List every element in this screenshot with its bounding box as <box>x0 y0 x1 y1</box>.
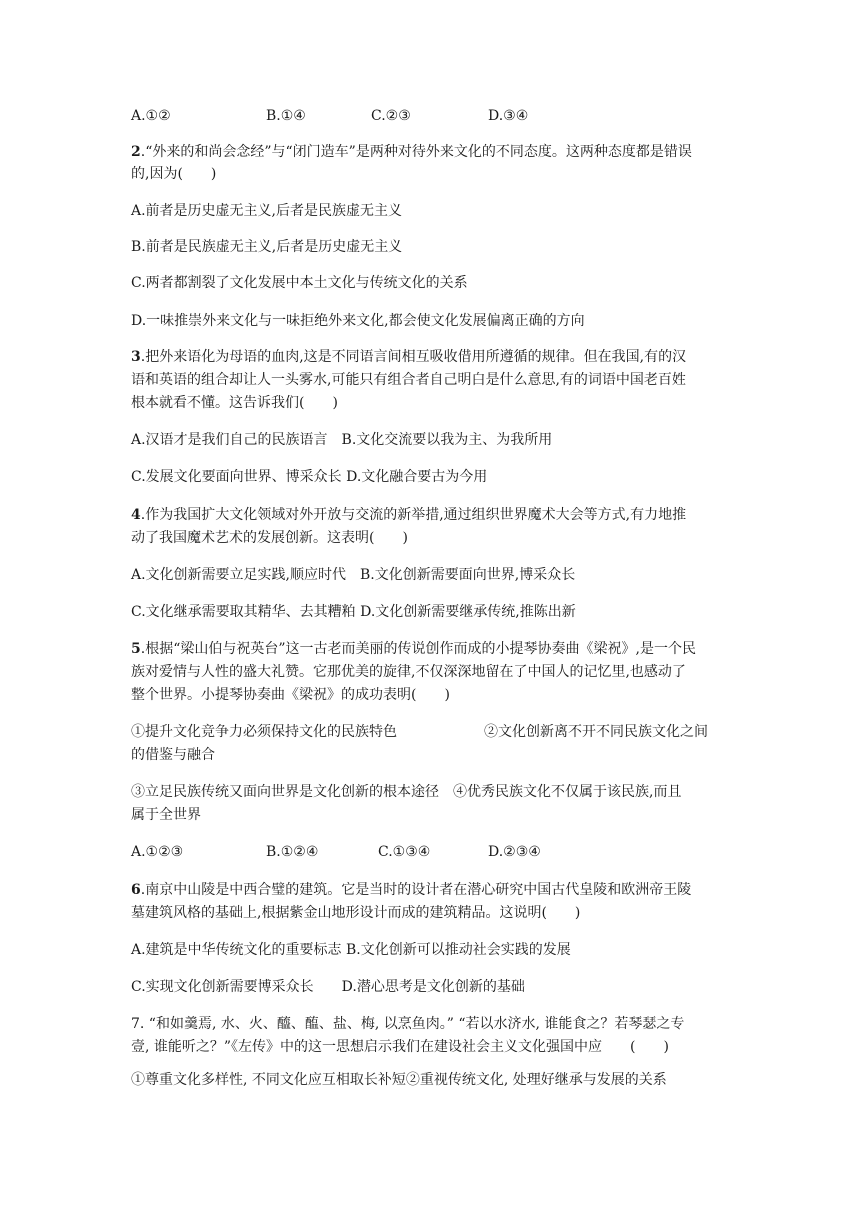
q7-stem-line-1: 7. “和如羹焉, 水、火、醯、醢、盐、梅, 以烹鱼肉。” “若以水济水, 谁能食之？若琴瑟之专 <box>131 1016 685 1032</box>
q1-option-d: D.③④ <box>488 108 529 124</box>
q6-number: 6 <box>131 882 141 898</box>
q5-number: 5 <box>131 641 141 657</box>
q3-options-cd: C.发展文化要面向世界、博采众长 D.文化融合要古为今用 <box>131 469 488 485</box>
q1-option-c: C.②③ <box>371 108 411 124</box>
q2-number: 2 <box>131 144 141 160</box>
q3-stem-line-2: 语和英语的组合却让人一头雾水,可能只有组合者自己明白是什么意思,有的词语中国老百姓 <box>131 372 686 388</box>
q4-stem-line-1 <box>131 504 731 526</box>
q5-stem-line-1 <box>131 638 731 660</box>
q6-stem-line-2: 墓建筑风格的基础上,根据紫金山地形设计而成的建筑精品。这说明( ) <box>131 905 581 921</box>
q2-option-b: B.前者是民族虚无主义,后者是历史虚无主义 <box>131 239 403 255</box>
q3-number: 3 <box>131 349 141 365</box>
q6-stem-text-1: .南京中山陵是中西合璧的建筑。它是当时的设计者在潜心研究中国古代皇陵和欧洲帝王陵 <box>140 882 692 898</box>
q5-options <box>131 841 731 863</box>
q5-option-a: A.①②③ <box>131 844 184 860</box>
q6-options-cd: C.实现文化创新需要博采众长 D.潜心思考是文化创新的基础 <box>131 979 525 995</box>
q6-options-ab: A.建筑是中华传统文化的重要标志 B.文化创新可以推动社会实践的发展 <box>131 942 571 958</box>
q2-option-a: A.前者是历史虚无主义,后者是民族虚无主义 <box>131 203 403 219</box>
q5-stem-text-1: .根据“梁山伯与祝英台”这一古老而美丽的传说创作而成的小提琴协奏曲《梁祝》,是一个民 <box>140 641 696 657</box>
q4-options-ab: A.文化创新需要立足实践,顺应时代 B.文化创新需要面向世界,博采众长 <box>131 567 576 583</box>
q4-number: 4 <box>131 507 141 523</box>
q4-stem-text-1: .作为我国扩大文化领域对外开放与交流的新举措,通过组织世界魔术大会等方式,有力地推 <box>140 507 687 523</box>
q5-items-3-4: ③立足民族传统又面向世界是文化创新的根本途径 ④优秀民族文化不仅属于该民族,而且 <box>131 784 682 800</box>
q3-stem-line-3: 根本就看不懂。这告诉我们( ) <box>131 395 338 411</box>
q5-stem-line-3: 整个世界。小提琴协奏曲《梁祝》的成功表明( ) <box>131 687 450 703</box>
q1-option-a: A.①② <box>131 108 171 124</box>
q3-options-ab: A.汉语才是我们自己的民族语言 B.文化交流要以我为主、为我所用 <box>131 432 553 448</box>
q6-stem-line-1 <box>131 879 731 901</box>
q3-stem-text-1: .把外来语化为母语的血肉,这是不同语言间相互吸收借用所遵循的规律。但在我国,有的汉 <box>140 349 687 365</box>
q2-stem-line-2: 的,因为( ) <box>131 166 217 182</box>
q5-items-1-2 <box>131 721 731 743</box>
q5-option-b: B.①②④ <box>266 844 319 860</box>
q1-options <box>131 105 731 127</box>
q5-item-2-cont: 的借鉴与融合 <box>131 747 215 763</box>
q2-option-c: C.两者都割裂了文化发展中本土文化与传统文化的关系 <box>131 275 468 291</box>
q5-stem-line-2: 族对爱情与人性的盛大礼赞。它那优美的旋律,不仅深深地留在了中国人的记忆里,也感动了 <box>131 664 686 680</box>
q2-option-d: D.一味推崇外来文化与一味拒绝外来文化,都会使文化发展偏离正确的方向 <box>131 313 585 329</box>
q5-item-4-cont: 属于全世界 <box>131 807 201 823</box>
q4-stem-line-2: 动了我国魔术艺术的发展创新。这表明( ) <box>131 530 408 546</box>
q5-option-d: D.②③④ <box>488 844 541 860</box>
q3-stem-line-1 <box>131 346 731 368</box>
q4-options-cd: C.文化继承需要取其精华、去其糟粕 D.文化创新需要继承传统,推陈出新 <box>131 604 576 620</box>
q1-option-b: B.①④ <box>266 108 306 124</box>
q5-item-2: ②文化创新离不开不同民族文化之间 <box>484 724 708 740</box>
q2-stem-line-1 <box>131 141 731 163</box>
q2-stem-text-1: .“外来的和尚会念经”与“闭门造车”是两种对待外来文化的不同态度。这两种态度都是错误 <box>140 144 692 160</box>
q5-item-1: ①提升文化竞争力必须保持文化的民族特色 <box>131 724 397 740</box>
q5-option-c: C.①③④ <box>378 844 431 860</box>
q7-stem-line-2: 壹, 谁能听之？”《左传》中的这一思想启示我们在建设社会主义文化强国中应 ( ) <box>131 1039 669 1055</box>
q7-items-1-2: ①尊重文化多样性, 不同文化应互相取长补短②重视传统文化, 处理好继承与发展的关系 <box>131 1072 667 1088</box>
